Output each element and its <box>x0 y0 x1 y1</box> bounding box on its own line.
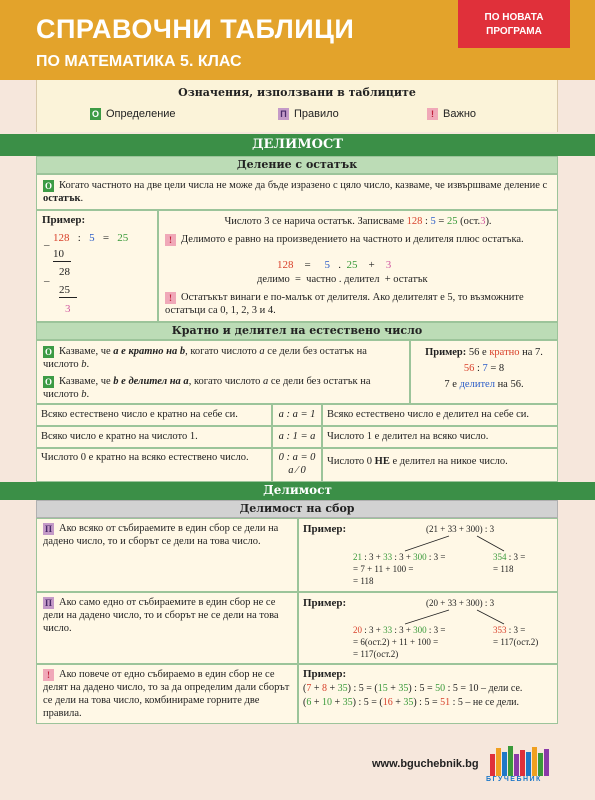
d-var: b <box>81 359 87 370</box>
remainder-explanation <box>158 210 558 322</box>
n: 353 <box>493 625 507 635</box>
legend-label: Правило <box>294 108 339 120</box>
ex-left-line-1 <box>353 552 445 563</box>
definitions-multiple-divisor <box>36 340 410 404</box>
t: ) : 5 = ( <box>347 683 378 694</box>
example-label: Пример: <box>42 214 86 226</box>
ex-right-line-1 <box>493 552 525 563</box>
rem-dividend: 128 <box>406 216 423 227</box>
rule-sum-2 <box>36 592 298 664</box>
subheading-multiple-divisor: Кратно и делител на естествено число <box>36 322 558 340</box>
ex2-line-3 <box>411 378 557 391</box>
d-text: , когато числото <box>188 376 261 387</box>
rule-text: Ако всяко от събираемите в един сбор се дели на дадено число, то и сборът се дели на това число. <box>43 523 279 547</box>
n: 6 <box>306 697 312 708</box>
section-band-divisibility <box>0 134 595 156</box>
rule-sum-1 <box>36 518 298 592</box>
n: 300 <box>413 552 427 562</box>
prop-row-1-mid: a : a = 1 <box>272 404 322 426</box>
page-subtitle: ПО МАТЕМАТИКА 5. КЛАС <box>36 53 242 70</box>
f-plus: + <box>368 259 375 271</box>
example-multiple-divisor <box>410 340 558 404</box>
t: : 3 = <box>508 625 526 635</box>
ex-left-line-2: = 6(ост.2) + 11 + 100 = <box>353 637 439 647</box>
remainder-line <box>159 215 557 228</box>
n: 15 <box>377 683 388 694</box>
n: 33 <box>383 552 393 562</box>
ld-eq: = <box>102 232 110 244</box>
ex2-t: на 56. <box>497 379 524 390</box>
publisher-logo-text: БГУЧЕБНИК <box>486 776 542 783</box>
subheading-sum-divisibility: Делимост на сбор <box>36 500 558 518</box>
t: ( <box>303 683 307 694</box>
prop-bold: НЕ <box>374 456 390 467</box>
ld-divisor: 5 <box>89 232 95 244</box>
n: 8 <box>321 683 327 694</box>
important-sum-3 <box>36 664 298 724</box>
prop-mid-line-1: 0 : a = 0 <box>278 452 316 463</box>
definition-icon: О <box>91 109 99 120</box>
definition-divisor: О Казваме, че b е делител на a, когато числото a се дели без остатък на числото b. <box>43 376 371 400</box>
t: + <box>334 697 341 708</box>
t: + <box>395 697 401 708</box>
rule-remainder <box>165 291 551 317</box>
rule-icon: П <box>278 108 289 120</box>
badge-line-2: ПРОГРАМА <box>486 26 542 37</box>
n: 50 <box>435 683 446 694</box>
rem-colon: : <box>425 216 428 227</box>
n: 51 <box>440 697 451 708</box>
ex2-t: на 7. <box>522 347 543 358</box>
ex2-line-1 <box>411 346 557 359</box>
n: 10 <box>321 697 332 708</box>
legend-label: Важно <box>443 108 477 120</box>
t: ( <box>303 697 307 708</box>
n: 16 <box>382 697 393 708</box>
ld-row-1 <box>53 232 163 245</box>
rule-icon: П <box>44 523 52 534</box>
page-title: СПРАВОЧНИ ТАБЛИЦИ <box>36 14 355 44</box>
ex2-t: 7 е <box>444 379 457 390</box>
footer-url[interactable]: www.bguchebnik.bg <box>372 758 479 770</box>
n: 35 <box>398 683 409 694</box>
legend-title: Означения, използвани в таблиците <box>178 86 416 99</box>
rule-text: Ако повече от едно събираемо в един сбор не се делят на дадено число, то за да определим дали сборът се дели на това число, комбинираме горните две правила. <box>43 669 290 719</box>
subheading-division-remainder: Деление с остатък <box>36 156 558 174</box>
rule-text: Ако само едно от събираемите в един сбор не се дели на дадено число, то и сборът не се дели на това число. <box>43 597 279 634</box>
rem-remainder: 3 <box>480 216 486 227</box>
d-text: Казваме, че <box>59 346 111 357</box>
prop-row-3-right <box>322 448 558 482</box>
rule-dividend <box>165 233 551 246</box>
example-sum-3 <box>298 664 558 724</box>
d-text: се дели без остатък на числото <box>43 346 367 370</box>
d-var: a <box>259 346 265 357</box>
ex-top-expr: (21 + 33 + 300) : 3 <box>426 524 495 534</box>
f-dot: . <box>338 259 341 271</box>
definition-bold: остатък <box>43 193 81 204</box>
t: + <box>313 697 320 708</box>
ex-left-line-3: = 118 <box>353 576 374 586</box>
n: 354 <box>493 552 507 562</box>
badge-line-1: ПО НОВАТА <box>484 12 544 23</box>
prop-row-1-right: Всяко естествено число е делител на себе си. <box>322 404 558 426</box>
prop-text: е делител на никое число. <box>392 456 508 467</box>
formula-numbers <box>277 259 391 272</box>
d-bold: b е делител на a <box>113 376 189 387</box>
ex3-line-2 <box>303 696 553 709</box>
d-var: b <box>81 389 87 400</box>
n: 7 <box>306 683 312 694</box>
n: 20 <box>353 625 362 635</box>
definition-multiple: О Казваме, че a е кратно на b, когато числото a се дели без остатък на числото b. <box>43 346 367 370</box>
d-text: Казваме, че <box>59 376 111 387</box>
legend-item-rule <box>278 108 339 120</box>
ex-left-line-3: = 117(ост.2) <box>353 649 399 659</box>
f-remainder: 3 <box>385 259 392 271</box>
prop-row-2-left: Всяко число е кратно на числото 1. <box>36 426 272 448</box>
f-dividend: 128 <box>277 259 294 271</box>
formula-words: делимо = частно . делител + остатък <box>257 274 428 285</box>
ex2-t: 56 е <box>468 347 487 358</box>
definition-icon: О <box>44 346 52 357</box>
ex-right-line-2: = 117(ост.2) <box>493 637 539 647</box>
ex-left-line-1 <box>353 625 445 636</box>
example-label: Пример: <box>303 523 347 535</box>
n: 300 <box>413 625 427 635</box>
section-band-divisibility-2 <box>0 482 595 500</box>
prop-row-3-left: Числото 0 е кратно на всяко естествено число. <box>36 448 272 482</box>
t: : 3 = <box>508 552 526 562</box>
rem-ost: (ост. <box>460 216 481 227</box>
definition-text: Когато частното на две цели числа не може да бъде изразено с цяло число, казваме, че извършваме деление с <box>59 180 548 191</box>
ex-right-line-1 <box>493 625 525 636</box>
definition-remainder: О Когато частното на две цели числа не може да бъде изразено с цяло число, казваме, че извършваме деление с остатък. <box>36 174 558 210</box>
definition-icon: О <box>44 180 52 191</box>
ld-10: 10 <box>53 248 71 262</box>
ex2-colon: : <box>476 363 480 374</box>
ld-minus-1: – <box>44 239 50 251</box>
d-text: се дели без остатък на числото <box>43 376 371 400</box>
n: 33 <box>383 625 393 635</box>
prop-row-3-mid <box>272 448 322 482</box>
t: : 3 + <box>394 625 411 635</box>
ex2-divisor: делител <box>459 379 495 390</box>
prop-text: Числото 0 <box>327 456 373 467</box>
ex2-7: 7 <box>482 363 488 374</box>
ld-minus-2: – <box>44 275 50 287</box>
f-eq: = <box>304 259 311 271</box>
ex2-eq: = 8 <box>490 363 505 374</box>
ld-25: 25 <box>59 284 77 298</box>
ld-quotient: 25 <box>117 232 129 244</box>
d-text: , когато числото <box>185 346 257 357</box>
ex-left-line-2: = 7 + 11 + 100 = <box>353 564 414 574</box>
important-icon: ! <box>43 669 54 681</box>
example-label: Пример: <box>303 668 347 680</box>
remainder-text: Числото 3 се нарича остатък. Записваме <box>224 216 404 227</box>
prop-mid-line-2: a ⁄ 0 <box>288 465 306 476</box>
prop-row-1-left: Всяко естествено число е кратно на себе си. <box>36 404 272 426</box>
d-var: a <box>263 376 269 387</box>
n: 35 <box>337 683 348 694</box>
ld-colon: : <box>77 232 81 244</box>
t: : 5 – не се дели. <box>452 697 520 708</box>
ex-top-expr: (20 + 33 + 300) : 3 <box>426 598 495 608</box>
prop-row-2-right: Числото 1 е делител на всяко число. <box>322 426 558 448</box>
ld-28: 28 <box>59 266 70 278</box>
important-icon: ! <box>427 108 438 120</box>
t: ) : 5 = <box>413 697 438 708</box>
ld-dividend: 128 <box>53 232 70 244</box>
ex3-line-1 <box>303 682 553 695</box>
important-icon: ! <box>165 234 176 246</box>
ex-right-line-2: = 118 <box>493 564 514 574</box>
rem-quotient: 25 <box>446 216 458 227</box>
program-badge <box>458 0 570 48</box>
rule-remainder-text: Остатъкът винаги е по-малък от делителя. Ако делителят е 5, то възможните остатъци са 0, 1, 2, 3 и 4. <box>165 292 524 316</box>
t: : 3 + <box>364 552 381 562</box>
t: : 3 + <box>364 625 381 635</box>
ex2-56: 56 <box>463 363 475 374</box>
rule-icon: П <box>44 597 52 608</box>
f-quotient: 25 <box>346 259 358 271</box>
legend-label: Определение <box>106 108 176 120</box>
rule-dividend-text: Делимото е равно на произведението на частното и делителя плюс остатъка. <box>181 234 524 245</box>
long-division-example <box>36 210 158 322</box>
ex2-multiple: кратно <box>489 347 520 358</box>
ld-remainder: 3 <box>65 303 71 315</box>
t: + <box>329 683 336 694</box>
t: : 3 + <box>394 552 411 562</box>
example-label: Пример: <box>303 597 347 609</box>
f-divisor: 5 <box>324 259 330 271</box>
d-bold: a е кратно на b <box>113 346 186 357</box>
n: 35 <box>342 697 353 708</box>
section-band-title: Делимост <box>263 483 332 497</box>
legend-box <box>36 80 558 132</box>
rem-eq: = <box>438 216 445 227</box>
n: 21 <box>353 552 362 562</box>
section-band-title: ДЕЛИМОСТ <box>252 137 343 152</box>
t: : 3 = <box>428 625 446 635</box>
example-sum-1 <box>298 518 558 592</box>
prop-row-2-mid: a : 1 = a <box>272 426 322 448</box>
t: ) : 5 = <box>408 683 433 694</box>
example-sum-2 <box>298 592 558 664</box>
important-icon: ! <box>165 292 176 304</box>
n: 35 <box>403 697 414 708</box>
t: : 5 = 10 – дели се. <box>447 683 523 694</box>
rem-divisor: 5 <box>430 216 436 227</box>
ex2-line-2 <box>411 362 557 375</box>
rem-close: ). <box>485 216 492 227</box>
t: : 3 = <box>428 552 446 562</box>
example-label: Пример: <box>425 347 467 358</box>
legend-item-important <box>427 108 476 120</box>
t: + <box>390 683 396 694</box>
t: + <box>313 683 320 694</box>
t: ) : 5 = ( <box>352 697 383 708</box>
legend-item-definition <box>90 108 176 120</box>
definition-icon: О <box>44 376 52 387</box>
